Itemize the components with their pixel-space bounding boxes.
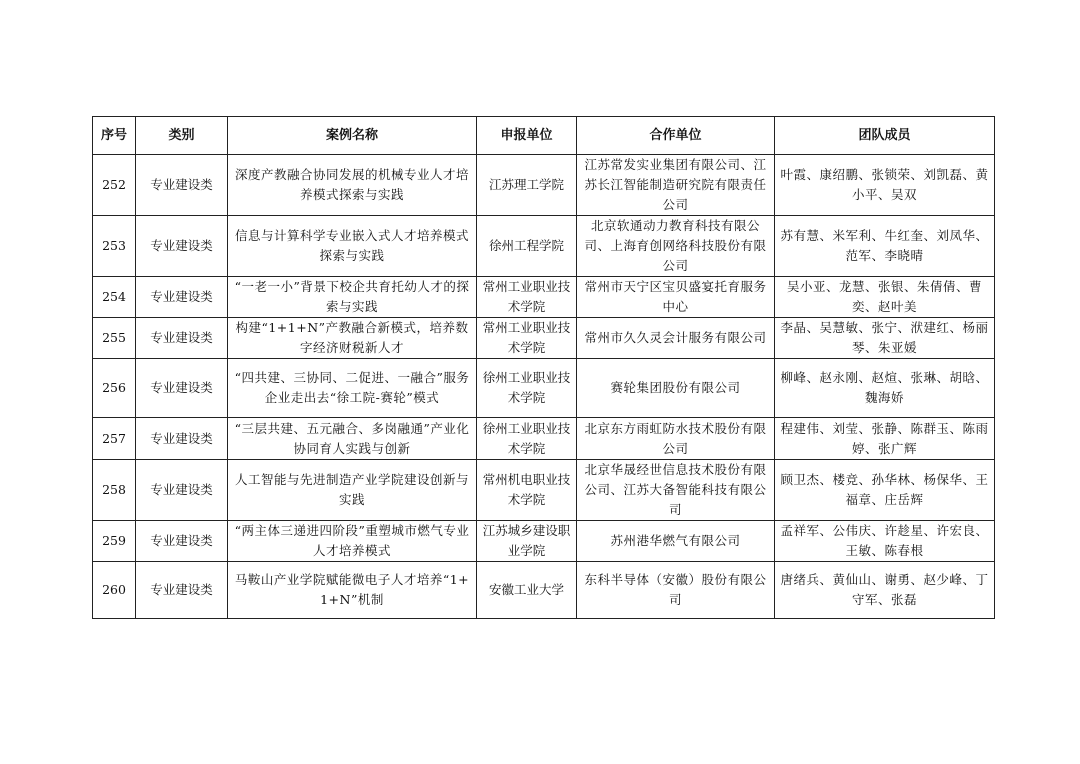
cell-serial: 257: [93, 418, 136, 460]
table-row: [93, 359, 995, 418]
cell-case-name: 构建“1+1+N”产教融合新模式，培养数字经济财税新人才: [228, 318, 477, 359]
header-members: 团队成员: [775, 117, 995, 155]
header-applicant: 申报单位: [477, 117, 577, 155]
cell-applicant: 徐州工程学院: [477, 216, 577, 277]
table-row: [93, 277, 995, 318]
cell-category: 专业建设类: [136, 277, 228, 318]
cell-partner: 北京东方雨虹防水技术股份有限公司: [577, 418, 775, 460]
cell-serial: 255: [93, 318, 136, 359]
cell-applicant: 徐州工业职业技术学院: [477, 359, 577, 418]
cell-applicant: 安徽工业大学: [477, 562, 577, 619]
table-row: [93, 460, 995, 521]
table-row: [93, 521, 995, 562]
header-category: 类别: [136, 117, 228, 155]
cell-case-name: 深度产教融合协同发展的机械专业人才培养模式探索与实践: [228, 155, 477, 216]
cell-case-name: “三层共建、五元融合、多岗融通”产业化协同育人实践与创新: [228, 418, 477, 460]
cell-case-name: 人工智能与先进制造产业学院建设创新与实践: [228, 460, 477, 521]
table-row: [93, 562, 995, 619]
cell-case-name: 马鞍山产业学院赋能微电子人才培养“1+1+N”机制: [228, 562, 477, 619]
cell-applicant: 江苏城乡建设职业学院: [477, 521, 577, 562]
table-row: [93, 216, 995, 277]
cell-category: 专业建设类: [136, 318, 228, 359]
cell-applicant: 常州工业职业技术学院: [477, 277, 577, 318]
cell-partner: 东科半导体（安徽）股份有限公司: [577, 562, 775, 619]
cell-partner: 北京华晟经世信息技术股份有限公司、江苏大备智能科技有限公司: [577, 460, 775, 521]
cell-members: 顾卫杰、楼竞、孙华林、杨保华、王福章、庄岳辉: [775, 460, 995, 521]
table-header-row: [93, 117, 995, 155]
cell-members: 李晶、吴慧敏、张宁、洑建红、杨丽琴、朱亚媛: [775, 318, 995, 359]
cell-members: 程建伟、刘莹、张静、陈群玉、陈雨婷、张广辉: [775, 418, 995, 460]
cell-category: 专业建设类: [136, 359, 228, 418]
cell-serial: 252: [93, 155, 136, 216]
cell-members: 孟祥军、公伟庆、许趁星、许宏良、王敏、陈春根: [775, 521, 995, 562]
case-table: [92, 116, 995, 619]
cell-applicant: 常州工业职业技术学院: [477, 318, 577, 359]
table-row: [93, 418, 995, 460]
cell-partner: 常州市天宁区宝贝盛宴托育服务中心: [577, 277, 775, 318]
cell-members: 唐绪兵、黄仙山、谢勇、赵少峰、丁守军、张磊: [775, 562, 995, 619]
cell-partner: 北京软通动力教育科技有限公司、上海育创网络科技股份有限公司: [577, 216, 775, 277]
cell-category: 专业建设类: [136, 216, 228, 277]
cell-members: 叶霞、康绍鹏、张锁荣、刘凯磊、黄小平、吴双: [775, 155, 995, 216]
header-case-name: 案例名称: [228, 117, 477, 155]
cell-category: 专业建设类: [136, 155, 228, 216]
cell-members: 吴小亚、龙慧、张银、朱倩倩、曹奕、赵叶美: [775, 277, 995, 318]
cell-partner: 赛轮集团股份有限公司: [577, 359, 775, 418]
cell-serial: 260: [93, 562, 136, 619]
cell-applicant: 徐州工业职业技术学院: [477, 418, 577, 460]
cell-category: 专业建设类: [136, 460, 228, 521]
cell-partner: 常州市久久灵会计服务有限公司: [577, 318, 775, 359]
cell-applicant: 常州机电职业技术学院: [477, 460, 577, 521]
header-serial: 序号: [93, 117, 136, 155]
table-row: [93, 318, 995, 359]
cell-case-name: “一老一小”背景下校企共育托幼人才的探索与实践: [228, 277, 477, 318]
cell-category: 专业建设类: [136, 521, 228, 562]
cell-serial: 253: [93, 216, 136, 277]
header-partner: 合作单位: [577, 117, 775, 155]
cell-category: 专业建设类: [136, 562, 228, 619]
cell-members: 苏有慧、米军利、牛红奎、刘凤华、范军、李晓晴: [775, 216, 995, 277]
cell-case-name: 信息与计算科学专业嵌入式人才培养模式探索与实践: [228, 216, 477, 277]
cell-applicant: 江苏理工学院: [477, 155, 577, 216]
cell-category: 专业建设类: [136, 418, 228, 460]
cell-serial: 259: [93, 521, 136, 562]
cell-serial: 258: [93, 460, 136, 521]
cell-partner: 苏州港华燃气有限公司: [577, 521, 775, 562]
cell-serial: 254: [93, 277, 136, 318]
cell-partner: 江苏常发实业集团有限公司、江苏长江智能制造研究院有限责任公司: [577, 155, 775, 216]
table-row: [93, 155, 995, 216]
cell-case-name: “四共建、三协同、二促进、一融合”服务企业走出去“徐工院-赛轮”模式: [228, 359, 477, 418]
cell-members: 柳峰、赵永刚、赵煊、张琳、胡晗、魏海娇: [775, 359, 995, 418]
cell-case-name: “两主体三递进四阶段”重塑城市燃气专业人才培养模式: [228, 521, 477, 562]
cell-serial: 256: [93, 359, 136, 418]
